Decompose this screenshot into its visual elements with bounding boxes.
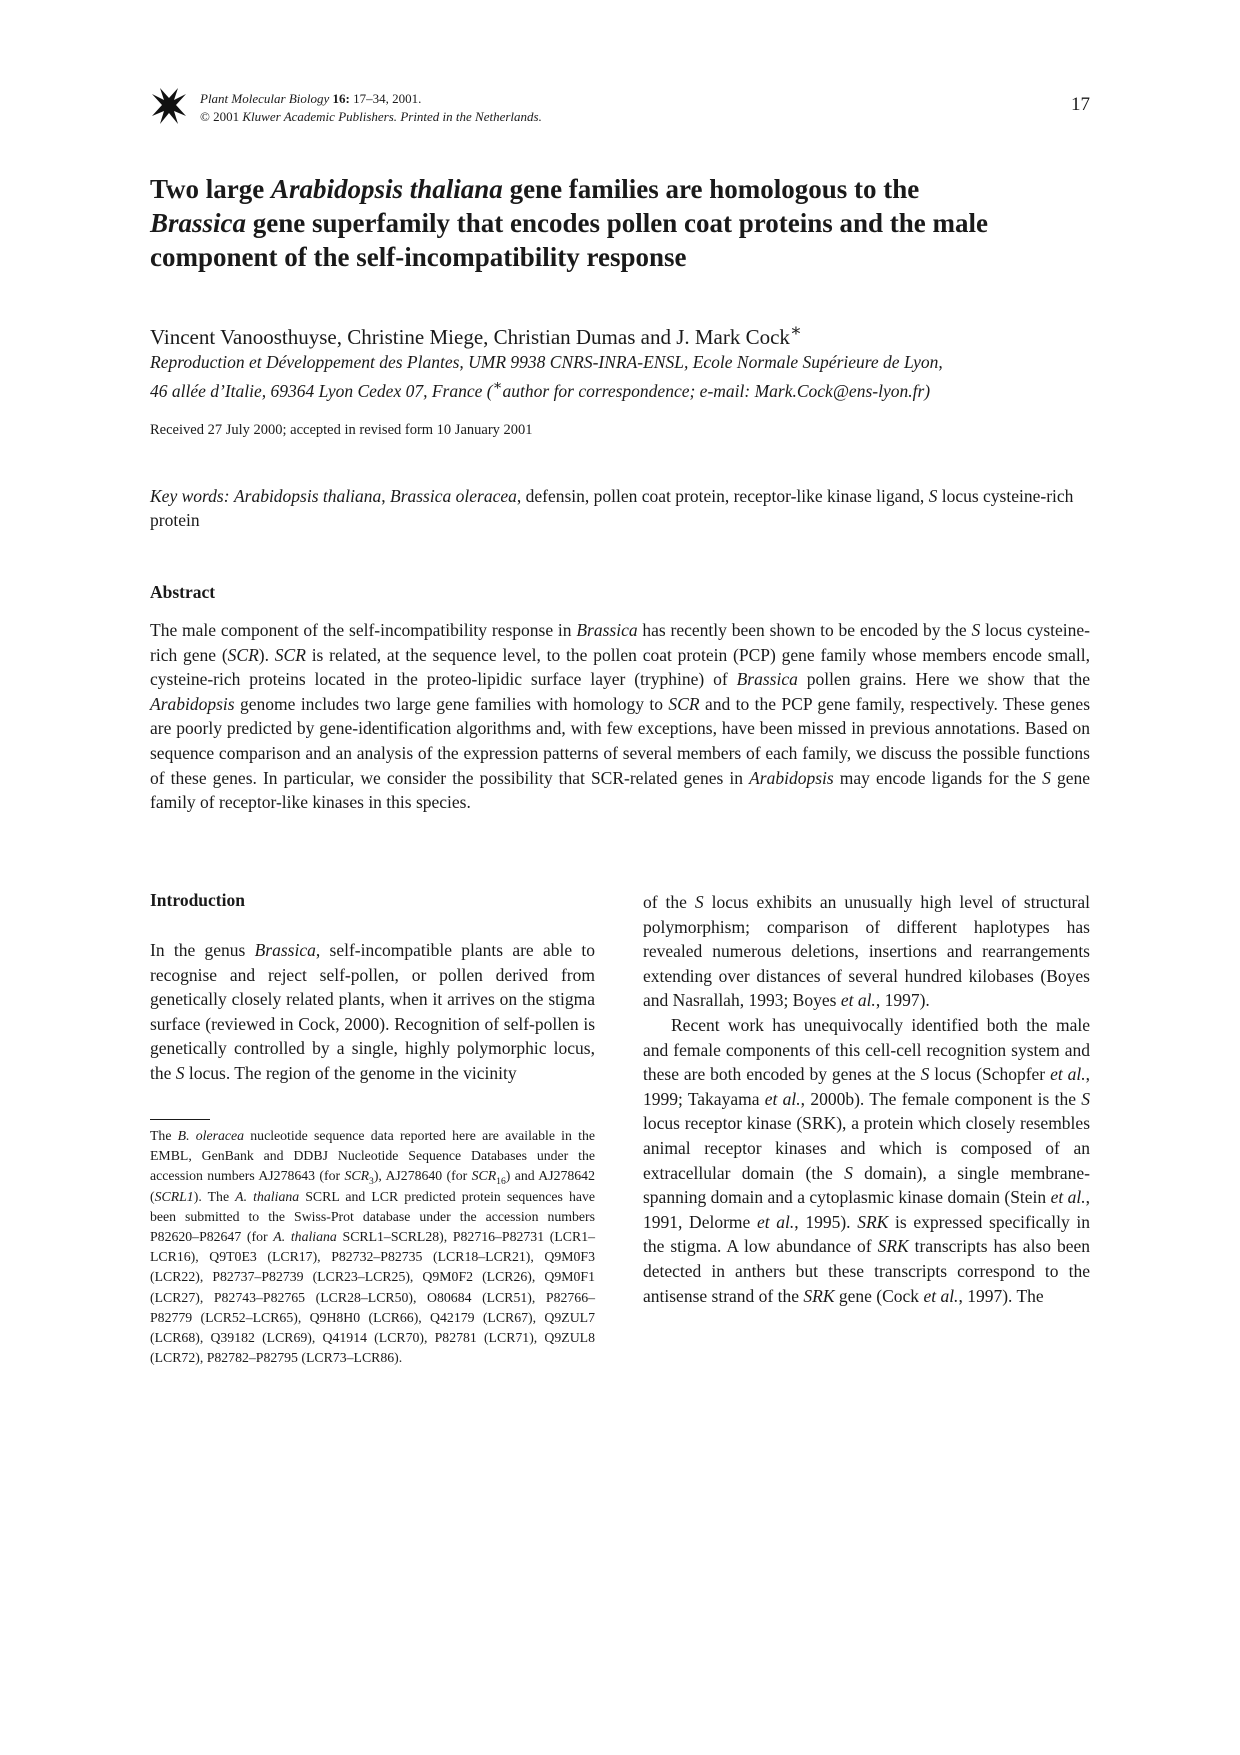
text-run: ), AJ278640 (for <box>373 1168 472 1184</box>
correspondence-email: author for correspondence; e-mail: Mark.Cock@ens-lyon.fr) <box>502 380 931 401</box>
received-dates: Received 27 July 2000; accepted in revised form 10 January 2001 <box>150 422 533 438</box>
text-run: S <box>844 1162 853 1183</box>
text-run: transcripts has also been detected in anthers but these transcripts correspond to the antisense strand of the <box>643 1236 1090 1306</box>
keyword: S <box>928 486 938 506</box>
text-run: SRK <box>877 1236 909 1257</box>
article-title <box>150 172 1100 274</box>
text-run: 3 <box>369 1176 374 1188</box>
text-run: ) and AJ278642 ( <box>150 1168 595 1204</box>
text-run: nucleotide sequence data reported here are available in the EMBL, GenBank and DDBJ Nucleotide Sequence Databases under the accession numbers AJ278643 (for <box>150 1128 595 1184</box>
copyright-symbol: © <box>200 109 210 124</box>
author-names: Vincent Vanoosthuyse, Christine Miege, Christian Dumas and J. Mark Cock <box>150 325 790 349</box>
text-run: may encode ligands for the <box>833 767 1043 788</box>
text-run: , 1997). The <box>958 1285 1044 1306</box>
text-run: , 2000b). The female component is the <box>800 1088 1082 1109</box>
paragraph <box>643 890 1090 1013</box>
title-part-italic: Brassica <box>150 208 247 238</box>
text-run: , self-incompatible plants are able to recognise and reject self-pollen, or pollen derived from genetically closely related plants, when it arrives on the stigma surface (reviewed in Cock, 2000). Recognition of self-pollen is genetically controlled by a single, highly polymorphic locus, the <box>150 940 595 1083</box>
keywords <box>150 484 1090 532</box>
title-part-italic: Arabidopsis thaliana <box>270 174 503 204</box>
printed-location: Printed in the Netherlands. <box>400 109 542 124</box>
text-run: gene family of receptor-like kinases in this species. <box>150 767 1090 813</box>
introduction-right-column <box>643 890 1090 1308</box>
text-run: B. oleracea <box>177 1128 245 1143</box>
abstract-body <box>150 618 1090 815</box>
text-run: In the genus <box>150 940 255 960</box>
text-run: 16 <box>496 1176 506 1188</box>
corresponding-author-mark: ∗ <box>789 320 802 340</box>
text-run: S <box>971 620 981 640</box>
text-run: domain), a single membrane-spanning domain and a cytoplasmic kinase domain (Stein <box>643 1162 1091 1208</box>
affiliation-address: 46 allée d’Italie, 69364 Lyon Cedex 07, France ( <box>150 380 493 401</box>
text-run: of the <box>643 892 695 912</box>
text-run: gene (Cock <box>834 1285 924 1306</box>
text-run: A. thaliana <box>235 1188 300 1204</box>
introduction-heading: Introduction <box>150 890 245 910</box>
paragraph <box>643 1013 1090 1308</box>
text-run: S <box>1042 767 1051 788</box>
keyword: locus cysteine-rich protein <box>150 486 1074 530</box>
text-run: et al. <box>1050 1064 1086 1085</box>
text-run: A. thaliana <box>273 1229 337 1245</box>
text-run: locus (Schopfer <box>929 1064 1051 1085</box>
journal-citation-line <box>200 90 542 108</box>
text-run: ). The <box>193 1188 236 1204</box>
text-run: S <box>175 1062 185 1083</box>
text-run: et al. <box>840 990 876 1011</box>
page-number: 17 <box>1071 94 1090 115</box>
text-run: locus. The region of the genome in the vicinity <box>184 1062 517 1083</box>
text-run: is expressed specifically in the stigma. A low abundance of <box>643 1211 1090 1257</box>
text-run: Arabidopsis <box>749 767 834 788</box>
journal-name: Plant Molecular Biology <box>200 91 330 106</box>
text-run: SCR <box>274 644 306 665</box>
text-run: SCRL and LCR predicted protein sequences have been submitted to the Swiss-Prot database under the accession numbers P82620–P82647 (for <box>150 1188 595 1245</box>
keyword-sep: , <box>381 486 390 506</box>
title-part: gene families are homologous to the <box>502 174 920 204</box>
footnote-divider <box>150 1119 210 1120</box>
publisher-logo-icon <box>150 86 188 126</box>
text-run: S <box>1081 1088 1091 1109</box>
text-run: Brassica <box>576 620 638 640</box>
text-run: et al. <box>923 1285 959 1306</box>
abstract-heading: Abstract <box>150 582 216 602</box>
text-run: pollen grains. Here we show that the <box>797 669 1091 690</box>
text-run: SRK <box>857 1211 889 1232</box>
text-run: SCR <box>344 1168 369 1184</box>
author-list <box>150 320 802 350</box>
text-run: et al. <box>756 1211 795 1232</box>
keyword: , defensin, pollen coat protein, receptor-like kinase ligand, <box>516 486 929 506</box>
text-run: SCR <box>227 644 259 665</box>
footnote <box>150 1126 595 1368</box>
text-run: locus receptor kinase (SRK), a protein which closely resembles animal receptor kinases and which is composed of an extracellular domain (the <box>643 1113 1090 1183</box>
text-run: et al. <box>764 1088 801 1109</box>
text-run: Arabidopsis <box>150 693 235 714</box>
text-run: Recent work has unequivocally identified both the male and female components of this cell-cell recognition system and these are both encoded by genes at the <box>643 1014 1090 1085</box>
text-run: , 1997). <box>875 990 930 1011</box>
affiliation-line: Reproduction et Développement des Plantes, UMR 9938 CNRS-INRA-ENSL, Ecole Normale Supérieure de Lyon, <box>150 352 943 372</box>
copyright-year: 2001 <box>213 109 240 124</box>
keywords-label: Key words: <box>150 486 230 506</box>
text-run: SCR <box>471 1168 497 1184</box>
journal-volume: 16: <box>332 91 350 106</box>
text-run: SCR <box>668 693 700 714</box>
affiliation <box>150 350 1100 403</box>
text-run: , 1991, Delorme <box>643 1187 1090 1232</box>
text-run: , 1995). <box>794 1211 858 1232</box>
text-run: SCRL1–SCRL28), P82716–P82731 (LCR1–LCR16), Q9T0E3 (LCR17), P82732–P82735 (LCR18–LCR21), Q9M0F3 (LCR22), P82737–P82739 (LCR23–LCR25), Q9M0F2 (LCR26), Q9M0F1 (LCR27), P82743–P82765 (LCR28–LCR50), O80684 (LCR51), P82766–P82779 (LCR52–LCR65), Q9H8H0 (LCR66), Q42179 (LCR67), Q9ZUL7 (LCR68), Q39182 (LCR69), Q41914 (LCR70), P82781 (LCR71), Q9ZUL8 (LCR72), P82782–P82795 (LCR73–LCR86). <box>150 1229 595 1366</box>
text-run: Brassica <box>736 669 798 690</box>
text-run: SCRL1 <box>154 1188 194 1204</box>
text-run: S <box>694 892 704 912</box>
journal-pages-year: 17–34, 2001. <box>353 91 422 106</box>
text-run: ). <box>258 644 275 665</box>
copyright-line <box>200 108 542 126</box>
text-run: SRK <box>803 1285 835 1306</box>
title-part: gene superfamily that encodes pollen coat proteins and the male component of the self-incompatibility response <box>150 208 989 272</box>
text-run: The <box>150 1128 178 1143</box>
keyword: Brassica oleracea <box>390 486 517 506</box>
text-run: The male component of the self-incompatibility response in <box>150 620 577 640</box>
text-run: is related, at the sequence level, to the pollen coat protein (PCP) gene family whose members encode small, cysteine-rich proteins located in the proteo-lipidic surface layer (tryphine) of <box>150 644 1090 690</box>
text-run: , 1999; Takayama <box>643 1064 1090 1109</box>
text-run: genome includes two large gene families with homology to <box>234 693 669 714</box>
title-part: Two large <box>150 174 271 204</box>
publisher-name: Kluwer Academic Publishers. <box>242 109 398 124</box>
text-run: et al. <box>1050 1187 1086 1208</box>
text-run: Brassica <box>254 940 316 960</box>
journal-header <box>200 90 542 126</box>
text-run: and to the PCP gene family, respectively. These genes are poorly predicted by gene-identification algorithms and, with few exceptions, have been missed in previous annotations. Based on sequence comparison and an analysis of the expression patterns of several members of each family, we discuss the possible functions of these genes. In particular, we consider the possibility that SCR-related genes in <box>150 693 1091 788</box>
affiliation-line <box>150 374 1100 403</box>
text-run: S <box>920 1064 930 1085</box>
keyword: Arabidopsis thaliana <box>233 486 382 506</box>
text-run: locus cysteine-rich gene ( <box>150 620 1090 665</box>
introduction-left-column <box>150 938 595 1086</box>
corresponding-author-mark: ∗ <box>492 378 503 394</box>
text-run: has recently been shown to be encoded by the <box>637 620 972 640</box>
text-run: locus exhibits an unusually high level of structural polymorphism; comparison of different haplotypes has revealed numerous deletions, insertions and rearrangements extending over distances of several hundred kilobases (Boyes and Nasrallah, 1993; Boyes <box>643 892 1090 1011</box>
